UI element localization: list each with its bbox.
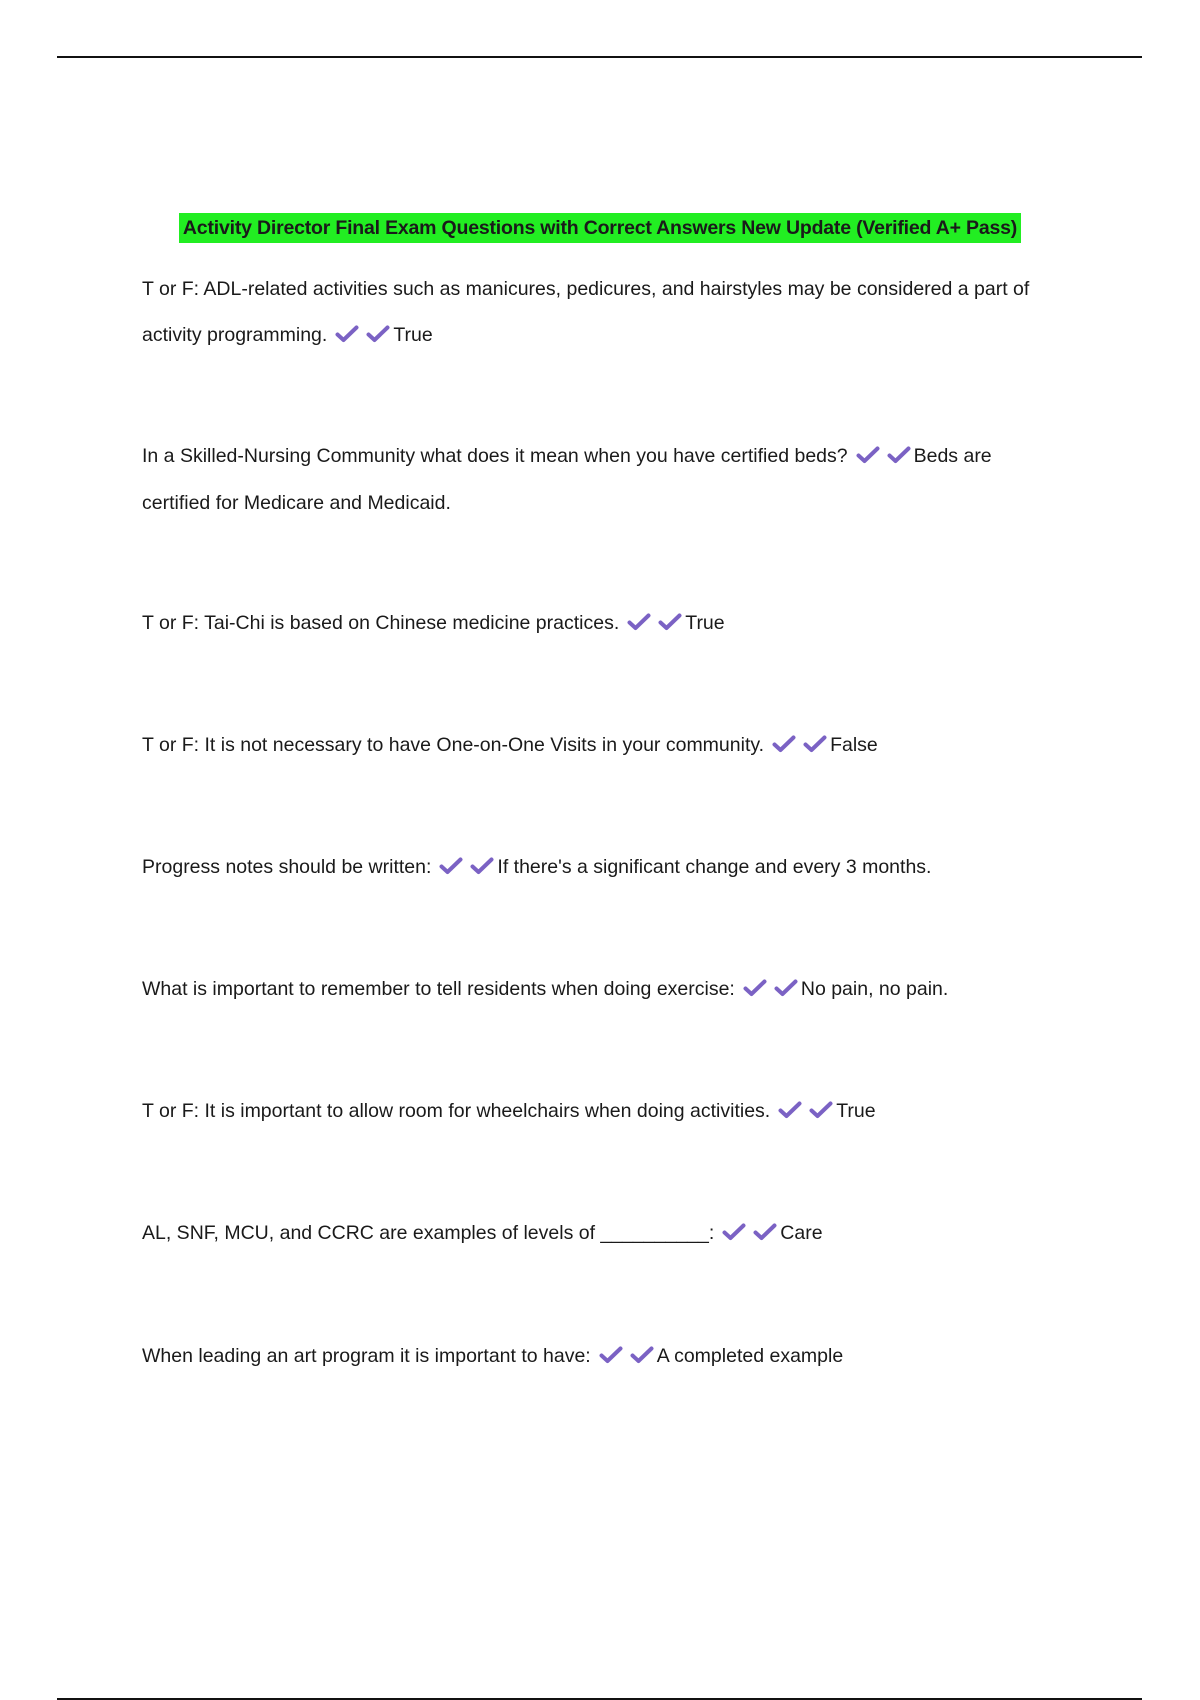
header-rule xyxy=(57,56,1142,58)
answer-marker xyxy=(627,603,682,649)
answer-marker xyxy=(743,969,798,1015)
checkmark-icon xyxy=(335,324,359,344)
checkmark-icon xyxy=(774,978,798,998)
question-text: T or F: ADL-related activities such as manicures, pedicures, and hairstyles may be considered a part of activity programming. xyxy=(142,278,1030,346)
title-block xyxy=(0,213,1200,243)
answer-text: True xyxy=(685,612,725,634)
qa-item-3 xyxy=(142,600,1062,649)
question-text: AL, SNF, MCU, and CCRC are examples of levels of __________: xyxy=(142,1222,715,1244)
question-text: T or F: It is not necessary to have One-on-One Visits in your community. xyxy=(142,734,765,756)
answer-text: True xyxy=(836,1100,876,1122)
checkmark-icon xyxy=(599,1345,623,1365)
qa-item-9 xyxy=(142,1333,1062,1382)
checkmark-icon xyxy=(772,734,796,754)
checkmark-icon xyxy=(743,978,767,998)
answer-text: True xyxy=(393,324,433,346)
answer-text: Beds are certified for Medicare and Medicaid. xyxy=(142,445,992,514)
qa-item-5 xyxy=(142,844,1062,893)
answer-text: No pain, no pain. xyxy=(800,978,949,1000)
answer-marker xyxy=(722,1213,777,1259)
checkmark-icon xyxy=(809,1100,833,1120)
checkmark-icon xyxy=(753,1222,777,1242)
qa-item-4 xyxy=(142,722,1062,771)
question-text: In a Skilled-Nursing Community what does it mean when you have certified beds? xyxy=(142,445,848,467)
qa-item-7 xyxy=(142,1088,1062,1137)
checkmark-icon xyxy=(803,734,827,754)
checkmark-icon xyxy=(778,1100,802,1120)
qa-item-2 xyxy=(142,434,1062,525)
checkmark-icon xyxy=(366,324,390,344)
answer-marker xyxy=(778,1091,833,1137)
checkmark-icon xyxy=(439,856,463,876)
qa-item-6 xyxy=(142,966,1062,1015)
document-title: Activity Director Final Exam Questions with Correct Answers New Update (Verified A+ Pass) xyxy=(179,213,1021,243)
question-text: Progress notes should be written: xyxy=(142,856,432,878)
answer-text: False xyxy=(830,734,878,756)
checkmark-icon xyxy=(887,445,911,465)
answer-marker xyxy=(856,437,911,481)
answer-marker xyxy=(772,725,827,771)
question-text: What is important to remember to tell residents when doing exercise: xyxy=(142,978,735,1000)
qa-item-1 xyxy=(142,266,1062,361)
question-text: When leading an art program it is important to have: xyxy=(142,1345,591,1367)
answer-text: If there's a significant change and every 3 months. xyxy=(497,856,932,878)
checkmark-icon xyxy=(658,612,682,632)
question-text: T or F: Tai-Chi is based on Chinese medicine practices. xyxy=(142,612,620,634)
question-text: T or F: It is important to allow room for wheelchairs when doing activities. xyxy=(142,1100,771,1122)
checkmark-icon xyxy=(856,445,880,465)
answer-marker xyxy=(599,1336,654,1382)
checkmark-icon xyxy=(722,1222,746,1242)
qa-item-8 xyxy=(142,1210,1062,1259)
checkmark-icon xyxy=(630,1345,654,1365)
answer-text: A completed example xyxy=(656,1345,844,1367)
answer-marker xyxy=(335,315,390,361)
checkmark-icon xyxy=(470,856,494,876)
answer-text: Care xyxy=(780,1222,823,1244)
checkmark-icon xyxy=(627,612,651,632)
answer-marker xyxy=(439,847,494,893)
